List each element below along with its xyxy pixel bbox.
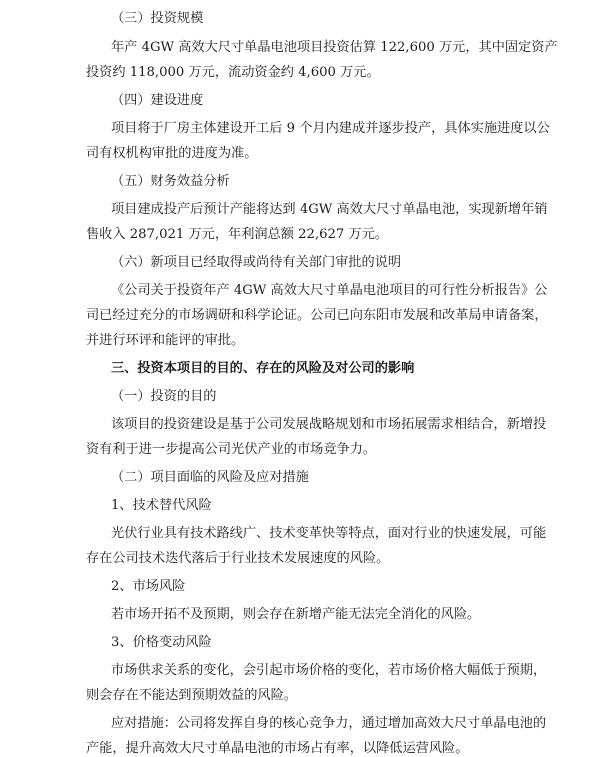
- subheading-construction-progress: （四）建设进度: [111, 93, 204, 108]
- subheading-approval-status: （六）新项目已经取得或尚待有关部门审批的说明: [111, 255, 402, 270]
- paragraph-line: 应对措施：公司将发挥自身的核心竞争力，通过增加高效大尺寸单晶电池的: [111, 716, 547, 731]
- paragraph-line: 项目建成投产后预计产能将达到 4GW 高效大尺寸单晶电池，实现新增年销: [111, 202, 548, 217]
- paragraph-line: 资有利于进一步提高公司光伏产业的市场竞争力。: [86, 442, 377, 457]
- risk-heading-price: 3、价格变动风险: [111, 635, 212, 650]
- paragraph-line: 《公司关于投资年产 4GW 高效大尺寸单晶电池项目的可行性分析报告》公: [111, 283, 548, 298]
- risk-heading-technology: 1、技术替代风险: [111, 498, 212, 513]
- paragraph-line: 若市场开拓不及预期，则会存在新增产能无法完全消化的风险。: [111, 607, 481, 622]
- subheading-investment-purpose: （一）投资的目的: [111, 389, 217, 404]
- subheading-risks-and-measures: （二）项目面临的风险及应对措施: [111, 470, 309, 485]
- paragraph-line: 市场供求关系的变化，会引起市场价格的变化，若市场价格大幅低于预期，: [111, 663, 547, 678]
- paragraph-line: 存在公司技术迭代落后于行业技术发展速度的风险。: [86, 551, 390, 566]
- risk-heading-market: 2、市场风险: [111, 579, 186, 594]
- subheading-financial-benefit: （五）财务效益分析: [111, 174, 230, 189]
- paragraph-line: 投资约 118,000 万元，流动资金约 4,600 万元。: [86, 65, 380, 80]
- subheading-investment-scale: （三）投资规模: [111, 11, 204, 26]
- paragraph-line: 该项目的投资建设是基于公司发展战略规划和市场拓展需求相结合，新增投: [111, 417, 547, 432]
- paragraph-line: 售收入 287,021 万元，年利润总额 22,627 万元。: [86, 227, 389, 242]
- paragraph-line: 光伏行业具有技术路线广、技术变革快等特点，面对行业的快速发展，可能: [111, 526, 547, 541]
- paragraph-line: 则会存在不能达到预期效益的风险。: [86, 688, 297, 703]
- paragraph-line: 并进行环评和能评的审批。: [86, 333, 245, 348]
- paragraph-line: 项目将于厂房主体建设开工后 9 个月内建成并逐步投产，具体实施进度以公: [111, 121, 550, 136]
- paragraph-line: 产能，提升高效大尺寸单晶电池的市场占有率，以降低运营风险。: [86, 741, 469, 756]
- paragraph-line: 司有权机构审批的进度为准。: [86, 146, 258, 161]
- paragraph-line: 年产 4GW 高效大尺寸单晶电池项目投资估算 122,600 万元，其中固定资产: [111, 40, 558, 55]
- paragraph-line: 司已经过充分的市场调研和科学论证。公司已向东阳市发展和改革局申请备案，: [86, 308, 548, 323]
- section-heading-purpose-risk-impact: 三、投资本项目的目的、存在的风险及对公司的影响: [111, 361, 415, 376]
